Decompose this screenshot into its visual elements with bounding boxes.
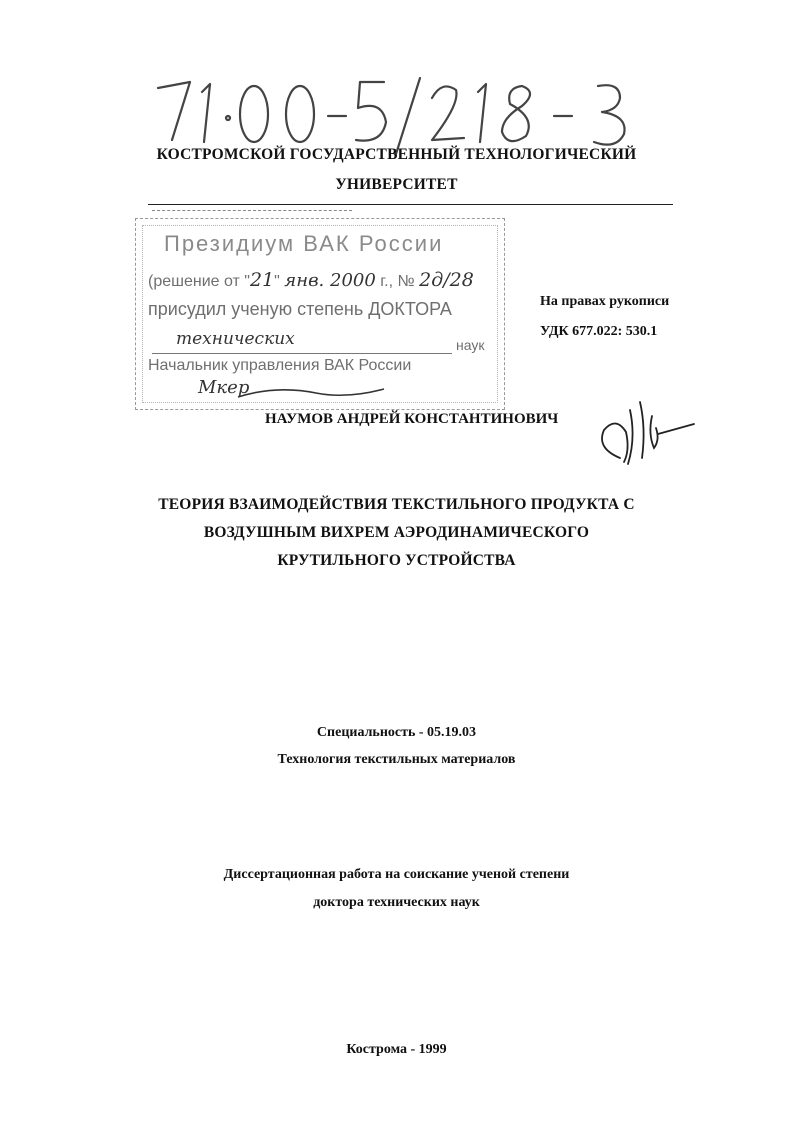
stamp-title: Президиум ВАК России [164,231,444,256]
dissertation-type-line1: Диссертационная работа на соискание ученой степени [223,867,570,882]
dissertation-title-line2: ВОЗДУШНЫМ ВИХРЕМ АЭРОДИНАМИЧЕСКОГО [203,524,590,541]
stamp-decision-day: 21 [249,269,275,291]
place-and-year: Кострома - 1999 [346,1042,447,1057]
udk-code: УДК 677.022: 530.1 [540,324,658,339]
stamp-decision-suffix: г., № [380,273,415,290]
dissertation-type-line2: доктора технических наук [313,895,480,910]
university-name-line2: УНИВЕРСИТЕТ [335,176,458,193]
dissertation-title-line1: ТЕОРИЯ ВЗАИМОДЕЙСТВИЯ ТЕКСТИЛЬНОГО ПРОДУКТА С [158,496,635,513]
stamp-decision-month: янв. 2000 [284,270,376,291]
stamp-head-signature: Мкер [198,377,250,398]
university-name-line1: КОСТРОМСКОЙ ГОСУДАРСТВЕННЫЙ ТЕХНОЛОГИЧЕСКИЙ [156,146,637,163]
stamp-degree-field: технических [176,329,295,349]
stamp-degree-blank-line [152,353,452,354]
header-divider-dashed [152,210,352,211]
stamp-degree-field-row [176,329,295,349]
manuscript-rights: На правах рукописи [540,294,670,309]
stamp-head-text: Начальник управления ВАК России [148,357,412,374]
specialty-name: Технология текстильных материалов [277,752,516,767]
stamp-decision-number: 2д/28 [419,269,474,291]
stamp-degree-suffix: наук [456,337,485,353]
stamp-signature-stroke [236,379,386,405]
author-name: НАУМОВ АНДРЕЙ КОНСТАНТИНОВИЧ [265,411,559,427]
dissertation-title-line3: КРУТИЛЬНОГО УСТРОЙСТВА [277,552,516,569]
author-signature [590,398,700,468]
specialty-code: Специальность - 05.19.03 [316,725,477,740]
stamp-degree-text: присудил ученую степень ДОКТОРА [148,299,452,319]
header-divider [148,204,673,205]
stamp-decision-line: (решение от "21" янв. 2000 г., № 2д/28 [148,269,474,291]
vak-approval-stamp [135,218,505,410]
stamp-decision-prefix: (решение от " [148,273,250,290]
